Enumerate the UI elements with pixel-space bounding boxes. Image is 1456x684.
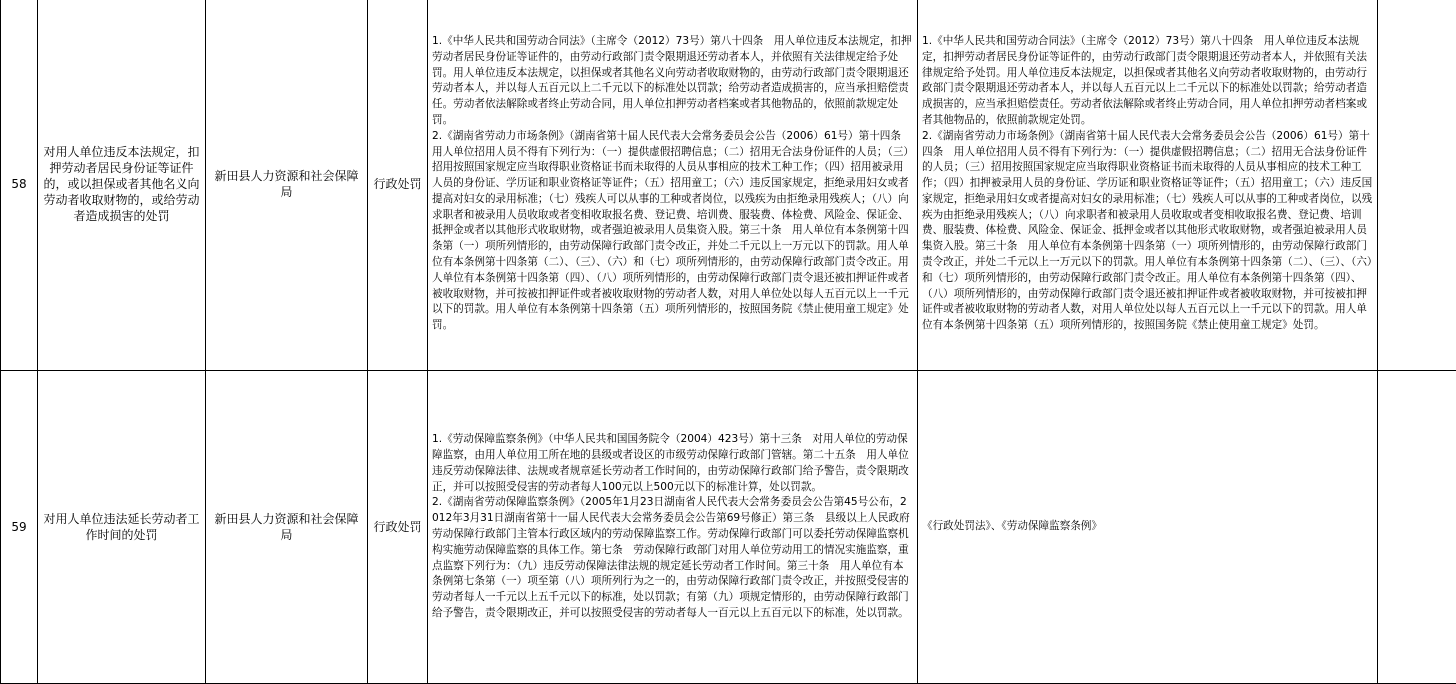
legal-basis-paragraph: 1.《中华人民共和国劳动合同法》（主席令（2012）73号）第八十四条 用人单位违反本法规定，扣押劳动者居民身份证等证件的，由劳动行政部门责令限期退还劳动者本人，并依照有关法律规定给予处罚。用人单位违反本法规定，以担保或者其他名义向劳动者收取财物的，由劳动行政部门责令限期退还劳动者本人，并以每人五百元以上二千元以下的标准处以罚款；给劳动者造成损害的，应当承担赔偿责任。劳动者依法解除或者终止劳动合同，用人单位扣押劳动者档案或者其他物品的，依照前款规定处罚。 bbox=[432, 34, 913, 129]
legal-basis-paragraph: 2.《湖南省劳动力市场条例》（湖南省第十届人民代表大会常务委员会公告（2006）61号）第十四条 用人单位招用人员不得有下列行为：（一）提供虚假招聘信息；（二）招用无合法身份证件的人员；（三）招用按照国家规定应当取得职业资格证书而未取得的人员从事相应的技术工种工作；（四）招用被录用人员的身份证、学历证和职业资格证等证件；（五）招用童工；（六）违反国家规定，拒绝录用妇女或者提高对妇女的录用标准；（七）残疾人可以从事的工种或者岗位，以残疾为由拒绝录用残疾人；（八）向求职者和被录用人员收取或者变相收取报名费、登记费、培训费、服装费、体检费、风险金、保证金、抵押金或者以其他形式收取财物，或者强迫被录用人员集资入股。第三十条 用人单位有本条例第十四条第（一）项所列情形的，由劳动保障行政部门责令改正，并处二千元以上一万元以下的罚款。用人单位有本条例第十四条第（二）、（三）、（六）和（七）项所列情形的，由劳动保障行政部门责令改正。用人单位有本条例第十四条第（四）、（八）项所列情形的，由劳动保障行政部门责令退还被扣押证件或者被收取财物，并可按被扣押证件或者被收取财物的劳动者人数，对用人单位处以每人五百元以上一千元以下的罚款。用人单位有本条例第十四条第（五）项所列情形的，按照国务院《禁止使用童工规定》处罚。 bbox=[432, 129, 913, 334]
legal-basis-paragraph: 2.《湖南省劳动保障监察条例》（2005年1月23日湖南省人民代表大会常务委员会公告第45号公布，2012年3月31日湖南省第十一届人民代表大会常务委员会公告第69号修正）第三条 县级以上人民政府劳动保障行政部门主管本行政区域内的劳动保障监察工作。劳动保障行政部门可以委托劳动保障监察机构实施劳动保障监察的具体工作。第七条 劳动保障行政部门对用人单位劳动用工的情况实施监察，重点监察下列行为：（九）违反劳动保障法律法规的规定延长劳动者工作时间。第三十条 用人单位有本条例第七条第（一）项至第（八）项所列行为之一的，由劳动保障行政部门责令改正，并按照受侵害的劳动者每人一千元以上五千元以下的标准，处以罚款；有第（九）项规定情形的，由劳动保障行政部门给予警告，责令限期改正，并可以按照受侵害的劳动者每人一百元以上五百元以下的标准，处以罚款。 bbox=[432, 495, 913, 621]
legal-basis-detail-paragraph: 2.《湖南省劳动力市场条例》（湖南省第十届人民代表大会常务委员会公告（2006）61号）第十四条 用人单位招用人员不得有下列行为：（一）提供虚假招聘信息；（二）招用无合法身份证件的人员；（三）招用按照国家规定应当取得职业资格证书而未取得的人员从事相应的技术工种工作；（四）扣押被录用人员的身份证、学历证和职业资格证等证件；（五）招用童工；（六）违反国家规定，拒绝录用妇女或者提高对妇女的录用标准；（七）残疾人可以从事的工种或者岗位，以残疾为由拒绝录用残疾人；（八）向求职者和被录用人员收取或者变相收取报名费、登记费、培训费、服装费、体检费、风险金、保证金、抵押金或者以其他形式收取财物，或者强迫被录用人员集资入股。第三十条 用人单位有本条例第十四条第（一）项所列情形的，由劳动保障行政部门责令改正，并处二千元以上一万元以下的罚款。用人单位有本条例第十四条第（二）、（三）、（六）和（七）项所列情形的，由劳动保障行政部门责令改正。用人单位有本条例第十四条第（四）、（八）项所列情形的，由劳动保障行政部门责令退还被扣押证件或者被收取财物，并可按被扣押证件或者被收取财物的劳动者人数，对用人单位处以每人五百元以上一千元以下的罚款。用人单位有本条例第十四条第（五）项所列情形的，按照国务院《禁止使用童工规定》处罚。 bbox=[922, 129, 1373, 334]
legal-basis bbox=[428, 0, 918, 371]
row-number: 58 bbox=[1, 0, 38, 371]
legal-basis-detail bbox=[918, 371, 1378, 684]
row-number: 59 bbox=[1, 371, 38, 684]
legal-basis-detail-paragraph: 1.《中华人民共和国劳动合同法》（主席令（2012）73号）第八十四条 用人单位违反本法规定，扣押劳动者居民身份证等证件的，由劳动行政部门责令限期退还劳动者本人，并依照有关法律规定给予处罚。用人单位违反本法规定，以担保或者其他名义向劳动者收取财物的，由劳动行政部门责令限期退还劳动者本人，并以每人五百元以上二千元以下的标准处以罚款；给劳动者造成损害的，应当承担赔偿责任。劳动者依法解除或者终止劳动合同，用人单位扣押劳动者档案或者其他物品的，依照前款规定处罚。 bbox=[922, 34, 1373, 129]
power-type: 行政处罚 bbox=[368, 0, 428, 371]
legal-basis-paragraph: 1.《劳动保障监察条例》（中华人民共和国国务院令（2004）423号）第十三条 对用人单位的劳动保障监察，由用人单位用工所在地的县级或者设区的市级劳动保障行政部门管辖。第二十五条 用人单位违反劳动保障法律、法规或者规章延长劳动者工作时间的，由劳动保障行政部门给予警告，责令限期改正，并可以按照受侵害的劳动者每人100元以上500元以下的标准计算，处以罚款。 bbox=[432, 432, 913, 495]
blank-cell bbox=[1378, 371, 1456, 684]
table-row bbox=[1, 0, 1456, 371]
blank-cell bbox=[1378, 0, 1456, 371]
item-name: 对用人单位违反本法规定，扣押劳动者居民身份证等证件的，或以担保或者其他名义向劳动者收取财物的，或给劳动者造成损害的处罚 bbox=[38, 0, 206, 371]
power-type: 行政处罚 bbox=[368, 371, 428, 684]
department: 新田县人力资源和社会保障局 bbox=[206, 371, 368, 684]
legal-basis-detail bbox=[918, 0, 1378, 371]
legal-basis bbox=[428, 371, 918, 684]
legal-basis-detail-paragraph: 《行政处罚法》、《劳动保障监察条例》 bbox=[922, 519, 1373, 535]
table-row bbox=[1, 371, 1456, 684]
item-name: 对用人单位违法延长劳动者工作时间的处罚 bbox=[38, 371, 206, 684]
department: 新田县人力资源和社会保障局 bbox=[206, 0, 368, 371]
